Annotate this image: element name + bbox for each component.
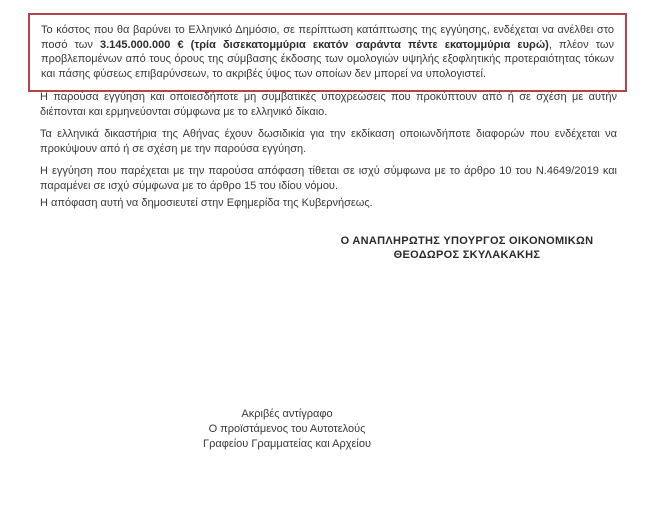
certification-block — [162, 407, 412, 452]
paragraph-publication: Η απόφαση αυτή να δημοσιευτεί στην Εφημερίδα της Κυβερνήσεως. — [40, 197, 373, 209]
signatory-title: Ο ΑΝΑΠΛΗΡΩΤΗΣ ΥΠΟΥΡΓΟΣ ΟΙΚΟΝΟΜΙΚΩΝ — [340, 235, 594, 247]
certification-line-2: Ο προϊστάμενος του Αυτοτελούς — [208, 423, 366, 435]
guarantee-cost-text-pre: Το κόστος που θα βαρύνει το Ελληνικό Δημόσιο, σε περίπτωση κατάπτωσης της εγγύησης, ενδέχεται να ανέλθει στο ποσό των — [41, 24, 614, 51]
certification-line-1: Ακριβές αντίγραφο — [241, 408, 333, 420]
signatory-name: ΘΕΟΔΩΡΟΣ ΣΚΥΛΑΚΑΚΗΣ — [393, 249, 541, 261]
paragraph-jurisdiction: Τα ελληνικά δικαστήρια της Αθήνας έχουν δωσιδικία για την εκδίκαση οποιωνδήποτε διαφορών που ενδέχεται να προκύψουν από ή σε σχέση με την παρούσα εγγύηση. — [40, 128, 617, 155]
paragraph-validity: Η εγγύηση που παρέχεται με την παρούσα απόφαση τίθεται σε ισχύ σύμφωνα με το άρθρο 10 του Ν.4649/2019 και παραμένει σε ισχύ σύμφωνα με το άρθρο 15 του ιδίου νόμου. — [40, 165, 617, 192]
guarantee-amount: 3.145.000.000 € (τρία δισεκατομμύρια εκατόν σαράντα πέντε εκατομμύρια ευρώ) — [99, 38, 549, 51]
signature-block — [337, 234, 597, 262]
paragraph-governing-law: Η παρούσα εγγύηση και οποιεσδήποτε μη συμβατικές υποχρεώσεις που προκύπτουν από ή σε σχέση με αυτήν διέπονται και ερμηνεύονται σύμφωνα με το ελληνικό δίκαιο. — [40, 91, 617, 118]
certification-line-3: Γραφείου Γραμματείας και Αρχείου — [203, 438, 371, 450]
guarantee-cost-paragraph — [41, 23, 614, 81]
guarantee-cost-highlight-box — [28, 13, 627, 92]
guarantee-cost-text-post: , πλέον των προβλεπομένων από τους όρους της σύμβασης έκδοσης των ομολογιών υψηλής εξοφλητικής προτεραιότητας τόκων και πάσης φύσεως επιβαρύνσεων, το ακριβές ύψος των οποίων δεν μπορεί να υπολογιστεί. — [41, 38, 614, 80]
